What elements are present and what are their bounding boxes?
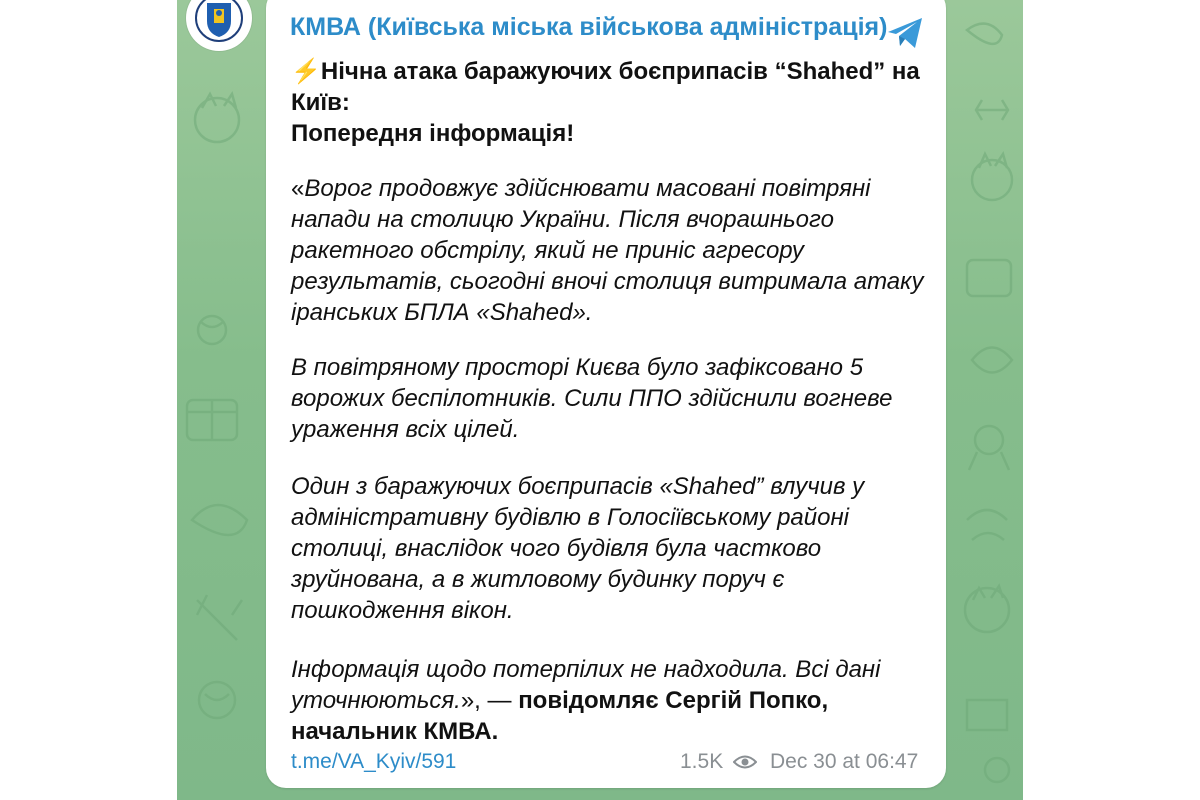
paragraph-4-bold: повідомляє Сергій Попко, начальник КМВА. [291,687,829,745]
kyiv-coat-of-arms-icon [194,0,244,43]
paragraph-1-text: Ворог продовжує здійснювати масовані повітряні напади на столицю України. Після вчорашнього ракетного обстрілу, який не приніс агресору результатів, сьогодні вночі столиця витримала атаку іранських БПЛА «Shahed». [291,175,924,326]
paragraph-4-italic: Інформація щодо потерпілих не надходила. Всі дані уточнюються. [291,656,881,714]
lightning-icon: ⚡ [291,58,321,85]
eye-icon [733,754,757,770]
channel-title[interactable]: КМВА (Київська міська військова адміністрація) [290,13,888,41]
message-timestamp: Dec 30 at 06:47 [770,750,919,773]
message-paragraph-4 [291,654,931,747]
message-link[interactable]: t.me/VA_Kyiv/591 [291,750,457,773]
paragraph-4-plain: », — [460,687,519,714]
message-paragraph-3: Один з баражуючих боєприпасів «Shahed” влучив у адміністративну будівлю в Голосіївському районі столиці, внаслідок чого будівля була частково зруйнована, а в житловому будинку поруч є пошкодження вікон. [291,473,865,624]
open-quote: « [291,175,305,202]
heading-line-2: Попередня інформація! [291,120,575,147]
view-count [680,750,757,774]
heading-line-1: Нічна атака баражуючих боєприпасів “Shahed” на Київ: [291,58,920,116]
telegram-plane-icon[interactable] [884,12,926,54]
avatar-circle [186,0,252,51]
views-text: 1.5K [680,750,724,773]
message-paragraph-1 [291,173,931,328]
channel-avatar[interactable] [184,2,254,52]
message-paragraph-2: В повітряному просторі Києва було зафіксовано 5 ворожих беспілотників. Сили ППО здійснили вогневе ураження всіх цілей. [291,354,893,443]
message-heading [291,56,931,149]
